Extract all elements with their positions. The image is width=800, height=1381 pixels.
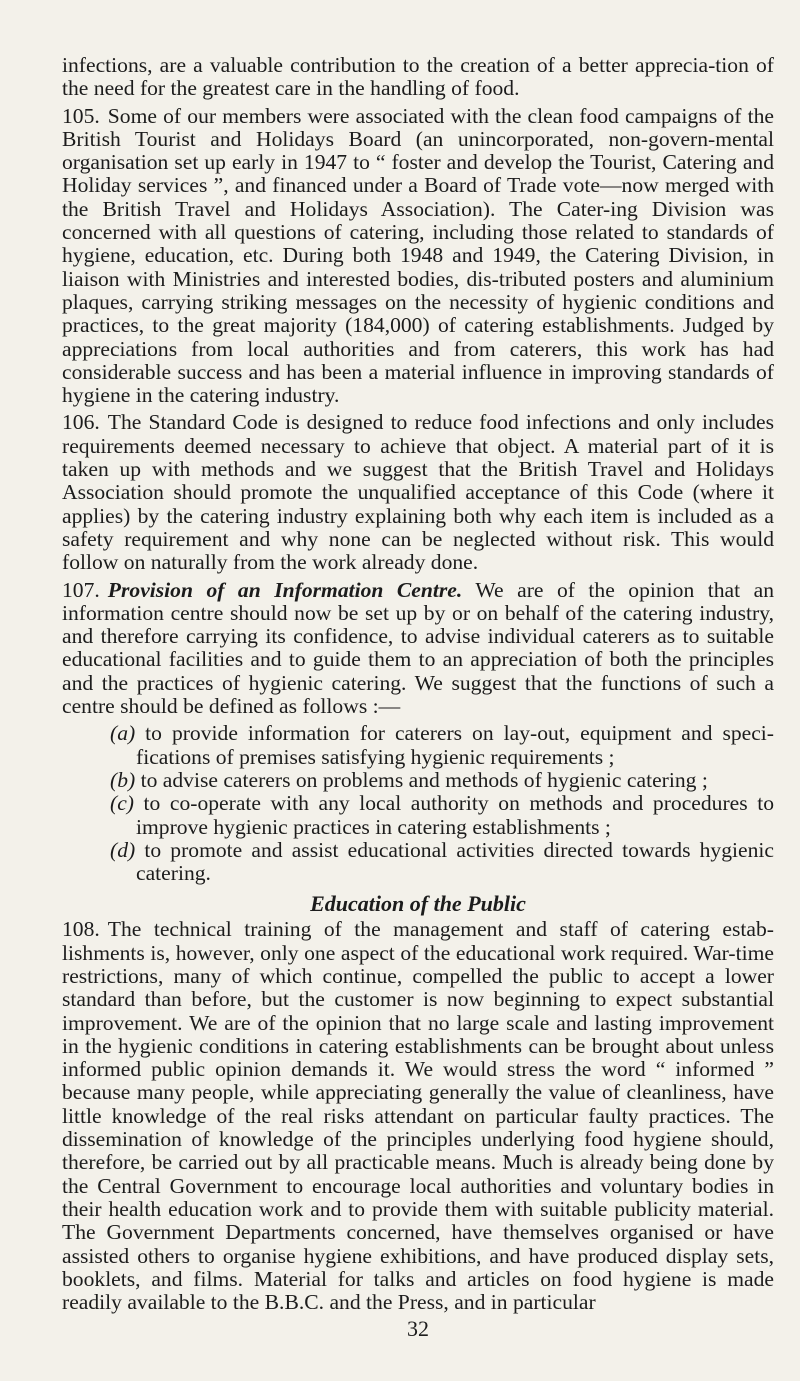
list-item-label: (c)	[110, 791, 134, 816]
paragraph-heading: Provision of an Information Centre.	[107, 577, 463, 602]
list-item-text: to provide information for caterers on lay-out, equipment and speci-fications of premises satisfying hygienic requirements ;	[136, 721, 774, 769]
functions-list	[62, 722, 774, 885]
list-item-label: (d)	[110, 837, 136, 862]
paragraph-number: 106.	[62, 410, 100, 435]
section-title: Education of the Public	[310, 891, 526, 917]
list-item	[88, 792, 774, 839]
paragraph-number: 105.	[62, 103, 100, 128]
paragraph-107	[62, 579, 774, 719]
paragraph-number: 108.	[62, 917, 100, 942]
paragraph-text: Some of our members were associated with the clean food campaigns of the British Tourist and Holidays Board (an unincorporated, non-govern-mental organisation set up early in 1947 to “ foster and develop the Tourist, Catering and Holiday services ”, and financed under a Board of Trade vote—now merged with the British Travel and Holidays Association). The Cater-ing Division was concerned with all questions of catering, including those related to standards of hygiene, education, etc. During both 1948 and 1949, the Catering Division, in liaison with Ministries and interested bodies, dis-tributed posters and aluminium plaques, carrying striking messages on the necessity of hygienic conditions and practices, to the great majority (184,000) of catering establishments. Judged by appreciations from local authorities and from caterers, this work has had considerable success and has been a material influence in improving standards of hygiene in the catering industry.	[62, 103, 774, 408]
list-item-text: to advise caterers on problems and methods of hygienic catering ;	[140, 767, 708, 792]
paragraph-108	[62, 918, 774, 1314]
paragraph-text: The Standard Code is designed to reduce food infections and only includes requirements deemed necessary to achieve that object. A material part of it is taken up with methods and we suggest that the British Travel and Holidays Association should promote the unqualified acceptance of this Code (where it applies) by the catering industry explaining both why each item is included as a safety requirement and why none can be neglected without risk. This would follow on naturally from the work already done.	[62, 410, 774, 575]
list-item	[88, 769, 774, 792]
paragraph-text: The technical training of the management and staff of catering estab-lishments is, however, only one aspect of the educational work required. War-time restrictions, many of which continue, compelled the public to accept a lower standard than before, but the customer is now beginning to expect substantial improvement. We are of the opinion that no large scale and lasting improvement in the hygienic conditions in catering establishments can be brought about unless informed public opinion demands it. We would stress the word “ informed ” because many people, while appreciating generally the value of cleanliness, have little knowledge of the real risks attendant on particular faulty practices. The dissemination of knowledge of the principles underlying food hygiene should, therefore, be carried out by all practicable means. Much is already being done by the Central Government to encourage local authorities and voluntary bodies in their health education work and to provide them with suitable publicity material. The Government Departments concerned, have themselves organised or have assisted others to organise hygiene exhibitions, and have produced display sets, booklets, and films. Material for talks and articles on food hygiene is made readily available to the B.B.C. and the Press, and in particular	[62, 917, 774, 1315]
list-item	[88, 722, 774, 769]
list-item-label: (b)	[110, 767, 136, 792]
paragraph-number: 107.	[62, 577, 100, 602]
list-item-text: to co-operate with any local authority on methods and procedures to improve hygienic practices in catering establishments ;	[136, 791, 774, 839]
list-item	[88, 839, 774, 886]
paragraph-text: We are of the opinion that an information centre should now be set up by or on behalf of the catering industry, and therefore carrying its confidence, to advise individual caterers as to suitable educational facilities and to guide them to an appreciation of both the principles and the practices of hygienic catering. We suggest that the functions of such a centre should be defined as follows :—	[62, 577, 774, 719]
list-item-text: to promote and assist educational activities directed towards hygienic catering.	[136, 837, 774, 886]
list-item-label: (a)	[110, 721, 136, 746]
paragraph-105	[62, 105, 774, 408]
paragraph-106	[62, 411, 774, 574]
page-number: 32	[407, 1316, 429, 1342]
intro-paragraph: infections, are a valuable contribution to the creation of a better apprecia-tion of the need for the greatest care in the handling of food.	[62, 53, 774, 101]
